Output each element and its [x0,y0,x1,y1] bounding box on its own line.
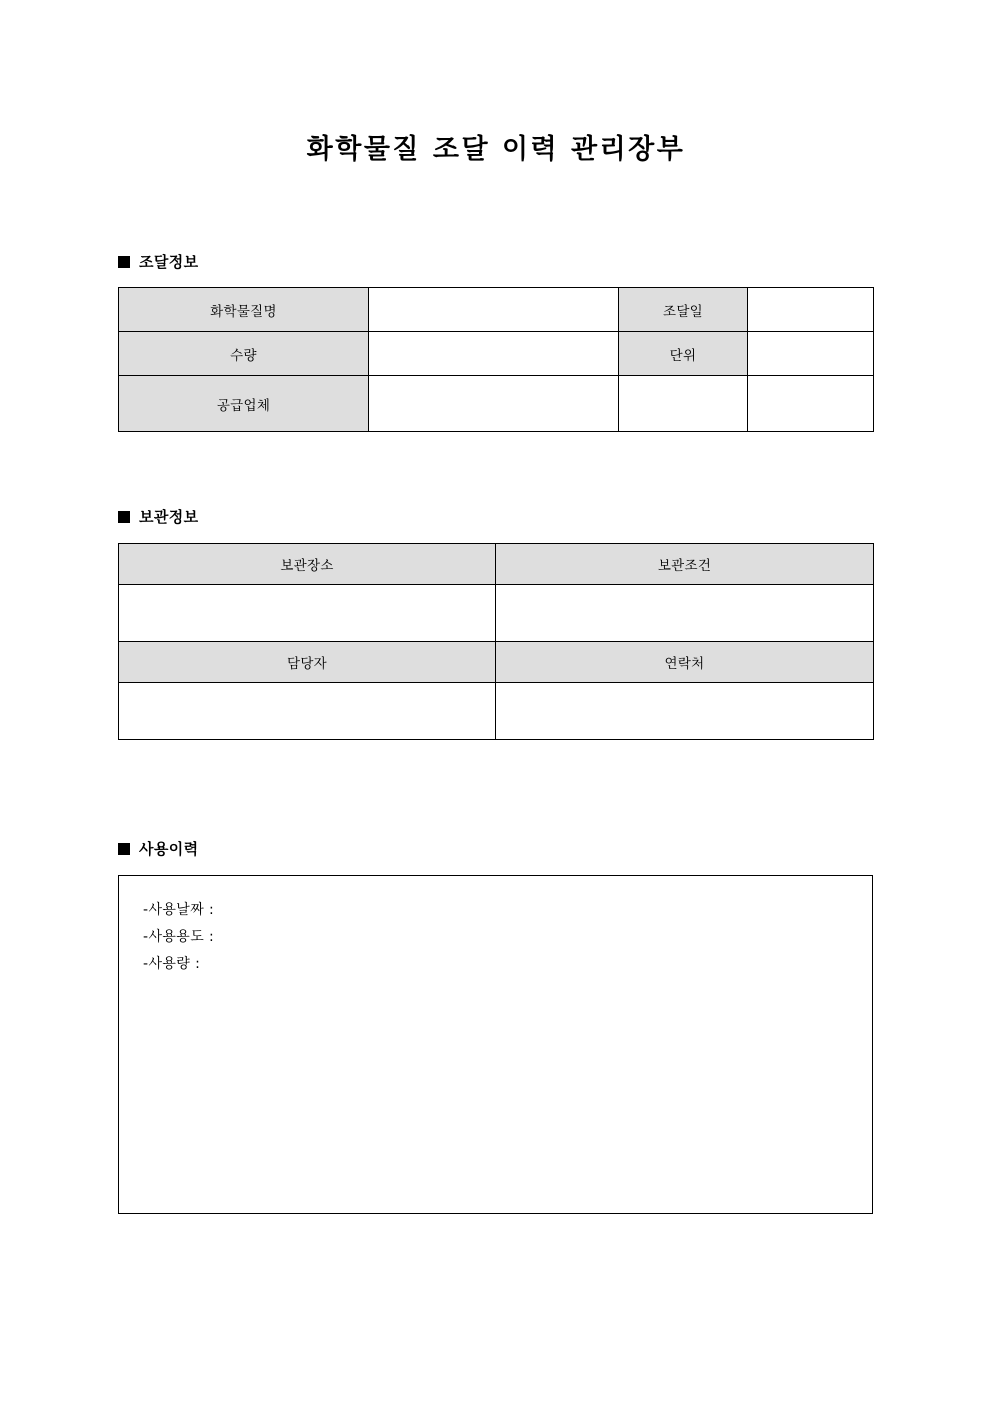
table-row [119,585,874,642]
section-heading-usage [118,838,199,859]
section-heading-storage [118,506,199,527]
table-row [119,683,874,740]
cell-value-supplier-1[interactable] [369,376,619,432]
usage-line-purpose: -사용용도 : [143,929,215,945]
cell-label-contact: 연락처 [496,642,874,683]
table-row [119,332,874,376]
cell-value-supplier-2[interactable] [619,376,748,432]
bullet-square-icon [118,843,130,855]
bullet-square-icon [118,511,130,523]
cell-label-procurement-date: 조달일 [619,288,748,332]
section-heading-procurement [118,251,199,272]
storage-table [118,543,874,740]
cell-value-supplier-3[interactable] [748,376,874,432]
cell-label-supplier: 공급업체 [119,376,369,432]
cell-value-procurement-date[interactable] [748,288,874,332]
table-header-row [119,642,874,683]
table-row [119,376,874,432]
usage-line-amount: -사용량 : [143,956,201,972]
page-title: 화학물질 조달 이력 관리장부 [306,134,686,165]
cell-value-storage-condition[interactable] [496,585,874,642]
cell-label-storage-condition: 보관조건 [496,544,874,585]
table-row [119,288,874,332]
cell-value-manager[interactable] [119,683,496,740]
section-heading-label: 보관정보 [139,508,199,526]
cell-value-storage-location[interactable] [119,585,496,642]
bullet-square-icon [118,256,130,268]
table-header-row [119,544,874,585]
usage-line-date: -사용날짜 : [143,902,215,918]
usage-history-box[interactable] [118,875,873,1214]
cell-value-unit[interactable] [748,332,874,376]
usage-history-lines [119,876,872,978]
cell-label-chemical-name: 화학물질명 [119,288,369,332]
section-heading-label: 사용이력 [139,840,199,858]
procurement-table [118,287,874,432]
cell-label-storage-location: 보관장소 [119,544,496,585]
cell-label-quantity: 수량 [119,332,369,376]
cell-label-manager: 담당자 [119,642,496,683]
section-heading-label: 조달정보 [139,253,199,271]
cell-value-quantity[interactable] [369,332,619,376]
cell-value-contact[interactable] [496,683,874,740]
cell-value-chemical-name[interactable] [369,288,619,332]
cell-label-unit: 단위 [619,332,748,376]
